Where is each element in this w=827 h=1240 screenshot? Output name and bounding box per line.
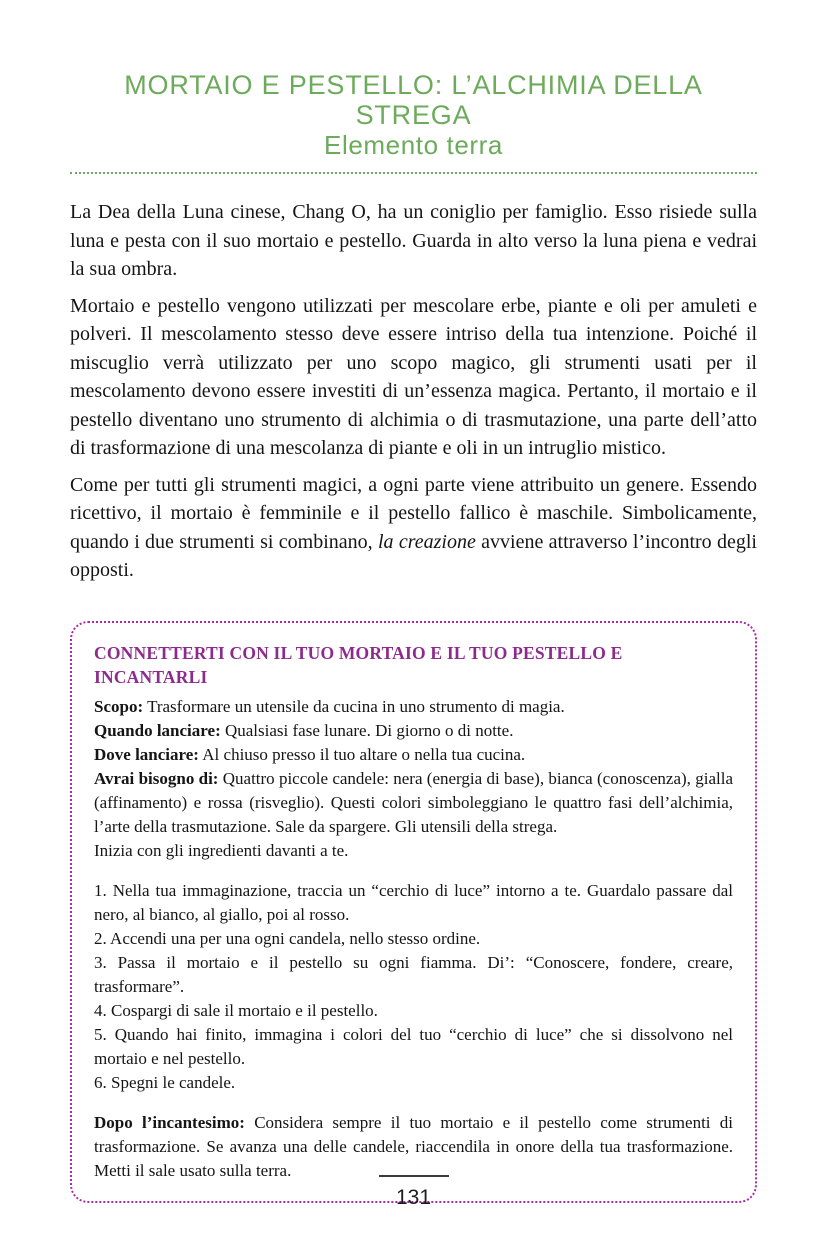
spell-field-materiali-label: Avrai bisogno di: — [94, 768, 219, 788]
spell-field-quando — [94, 719, 733, 743]
paragraph-3-tail: avviene attraverso l’incontro degli opposti. — [70, 530, 757, 581]
paragraph-1: La Dea della Luna cinese, Chang O, ha un coniglio per famiglio. Esso risiede sulla luna e pesta con il suo mortaio e pestello. Guarda in alto verso la luna piena e vedrai la sua ombra. — [70, 201, 757, 280]
spell-field-dove-text: Al chiuso presso il tuo altare o nella tua cucina. — [198, 744, 526, 764]
paragraph-3-emphasis: la creazione — [377, 530, 476, 553]
chapter-title: MORTAIO E PESTELLO: L’ALCHIMIA DELLA STREGA — [124, 70, 703, 130]
spell-steps — [94, 879, 733, 1095]
chapter-subtitle: Elemento terra — [324, 130, 503, 160]
spell-aftercare-label: Dopo l’incantesimo: — [94, 1112, 245, 1132]
spell-box-heading: CONNETTERTI CON IL TUO MORTAIO E IL TUO PESTELLO E INCANTARLI — [94, 642, 623, 687]
spell-step-5: 5. Quando hai finito, immagina i colori del tuo “cerchio di luce” che si dissolvono nel mortaio e nel pestello. — [94, 1024, 733, 1068]
footer-rule — [379, 1175, 449, 1177]
body-text — [70, 198, 757, 585]
paragraph-2: Mortaio e pestello vengono utilizzati per mescolare erbe, piante e oli per amuleti e polveri. Il mescolamento stesso deve essere intriso della tua intenzione. Poiché il miscuglio verrà utilizzato per uno scopo magico, gli strumenti usati per il mescolamento devono essere investiti di un’essenza magica. Pertanto, il mortaio e il pestello diventano uno strumento di alchimia o di trasmutazione, una parte dell’atto di trasformazione di una mescolanza di piante e oli in un intruglio mistico. — [70, 294, 757, 459]
spell-field-scopo-text: Trasformare un utensile da cucina in uno strumento di magia. — [143, 696, 565, 716]
spell-field-dove — [94, 743, 733, 767]
spell-field-quando-text: Qualsiasi fase lunare. Di giorno o di notte. — [220, 720, 514, 740]
spell-step-6: 6. Spegni le candele. — [94, 1072, 236, 1092]
paragraph-3-lead: Come per tutti gli strumenti magici, a ogni parte viene attribuito un genere. Essendo ricettivo, il mortaio è femminile e il pestello fallico è maschile. Simbolicamente, quando i due strumenti si combinano, — [70, 473, 757, 553]
page-footer — [0, 1175, 827, 1210]
spell-field-materiali-text: Quattro piccole candele: nera (energia di base), bianca (conoscenza), gialla (affinamento) e rossa (risveglio). Questi colori simboleggiano le quattro fasi dell’alchimia, l’arte della trasmutazione. Sale da spargere. Gli utensili della strega. — [94, 768, 733, 836]
section-divider — [70, 172, 757, 174]
spell-intro-line: Inizia con gli ingredienti davanti a te. — [94, 840, 349, 860]
spell-field-scopo-label: Scopo: — [94, 696, 144, 716]
spell-aftercare-text: Considera sempre il tuo mortaio e il pestello come strumenti di trasformazione. Se avanza una delle candele, riaccendila in onore della tua trasformazione. Metti il sale usato sulla terra. — [94, 1112, 734, 1180]
spell-step-1: 1. Nella tua immaginazione, traccia un “cerchio di luce” intorno a te. Guardalo passare dal nero, al bianco, al giallo, poi al rosso. — [94, 880, 733, 924]
paragraph-3 — [70, 471, 757, 585]
spell-box — [70, 621, 757, 1203]
spell-aftercare-paragraph — [94, 1111, 733, 1183]
spell-field-quando-label: Quando lanciare: — [94, 720, 221, 740]
page-number: 131 — [395, 1186, 432, 1209]
spell-field-dove-label: Dove lanciare: — [94, 744, 199, 764]
spell-step-4: 4. Cospargi di sale il mortaio e il pestello. — [94, 1000, 378, 1020]
spell-aftercare — [94, 1111, 733, 1183]
spell-step-2: 2. Accendi una per una ogni candela, nello stesso ordine. — [94, 928, 481, 948]
spell-field-scopo — [94, 695, 733, 719]
spell-field-materiali — [94, 767, 733, 839]
spell-step-3: 3. Passa il mortaio e il pestello su ogni fiamma. Di’: “Conoscere, fondere, creare, trasformare”. — [94, 952, 733, 996]
